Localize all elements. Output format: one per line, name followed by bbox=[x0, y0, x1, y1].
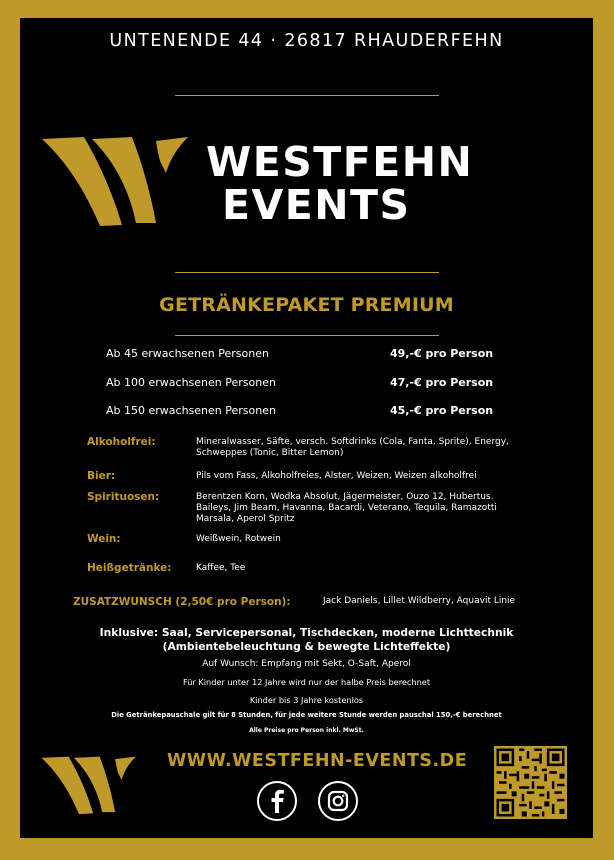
logo-w-icon bbox=[38, 133, 190, 229]
category-items: Weißwein, Rotwein bbox=[196, 534, 281, 544]
price-value: 49,-€ pro Person bbox=[390, 347, 494, 360]
toddlers-note: Kinder bis 3 Jahre kostenlos bbox=[249, 695, 364, 705]
category-items: Kaffee, Tee bbox=[196, 563, 246, 573]
inclusive-line2: (Ambientebeleuchtung & bewegte Lichteffekte) bbox=[162, 640, 451, 653]
extra-items: Jack Daniels, Lillet Wildberry, Aquavit Linie bbox=[323, 596, 516, 606]
qr-code-icon[interactable] bbox=[494, 746, 567, 819]
facebook-icon[interactable] bbox=[257, 781, 297, 821]
category-spirituosen bbox=[87, 492, 527, 528]
price-label: Ab 45 erwachsenen Personen bbox=[106, 347, 269, 360]
children-note: Für Kinder unter 12 Jahre wird nur der halbe Preis berechnet bbox=[182, 677, 431, 687]
brand-name-line2: EVENTS bbox=[222, 181, 411, 229]
extra-request bbox=[73, 596, 573, 608]
price-label: Ab 100 erwachsenen Personen bbox=[106, 376, 276, 389]
instagram-icon[interactable] bbox=[318, 781, 358, 821]
website-link[interactable]: WWW.WESTFEHN-EVENTS.DE bbox=[167, 751, 468, 771]
price-row bbox=[106, 404, 516, 422]
category-name: Heißgetränke: bbox=[87, 562, 172, 574]
category-name: Spirituosen: bbox=[87, 491, 160, 503]
brand-name-line1: WESTFEHN bbox=[206, 138, 474, 186]
category-name: Wein: bbox=[87, 533, 121, 545]
inclusive-note bbox=[20, 626, 593, 654]
divider-below-title bbox=[175, 335, 439, 336]
inclusive-line1: Inklusive: Saal, Servicepersonal, Tischdecken, moderne Lichttechnik bbox=[99, 626, 514, 639]
price-value: 47,-€ pro Person bbox=[390, 376, 494, 389]
top-divider bbox=[175, 95, 439, 96]
price-value: 45,-€ pro Person bbox=[390, 404, 494, 417]
price-row bbox=[106, 376, 516, 394]
category-wein bbox=[87, 534, 527, 548]
category-heissgetraenke bbox=[87, 563, 527, 577]
price-row bbox=[106, 347, 516, 365]
category-name: Alkoholfrei: bbox=[87, 436, 156, 448]
category-items: Pils vom Fass, Alkoholfreies, Alster, Weizen, Weizen alkoholfrei bbox=[196, 471, 477, 481]
category-bier bbox=[87, 471, 527, 485]
category-name: Bier: bbox=[87, 470, 116, 482]
flyer-panel bbox=[20, 18, 593, 838]
vat-note: Alle Preise pro Person inkl. MwSt. bbox=[249, 727, 364, 734]
logo-w-icon bbox=[38, 754, 138, 816]
extra-label: ZUSATZWUNSCH (2,50€ pro Person): bbox=[73, 596, 291, 608]
on-request-note: Auf Wunsch: Empfang mit Sekt, O-Saft, Aperol bbox=[202, 659, 411, 669]
duration-note: Die Getränkepauschale gilt für 8 Stunden, für jede weitere Stunde werden pauschal 150,-€ berechnet bbox=[111, 711, 502, 719]
category-items: Mineralwasser, Säfte, versch. Softdrinks (Cola, Fanta, Sprite), Energy, Schweppes (Tonic, Bitter Lemon) bbox=[196, 437, 509, 458]
package-title: GETRÄNKEPAKET PREMIUM bbox=[159, 294, 454, 316]
category-alkoholfrei bbox=[87, 437, 527, 463]
divider-above-title bbox=[175, 272, 439, 273]
category-items: Berentzen Korn, Wodka Absolut, Jägermeister, Ouzo 12, Hubertus. Baileys, Jim Beam, Havanna, Bacardi, Veterano, Tequila, Ramazotti Marsala, Aperol Spritz bbox=[196, 492, 497, 524]
address: UNTENENDE 44 · 26817 RHAUDERFEHN bbox=[109, 31, 504, 51]
price-label: Ab 150 erwachsenen Personen bbox=[106, 404, 276, 417]
